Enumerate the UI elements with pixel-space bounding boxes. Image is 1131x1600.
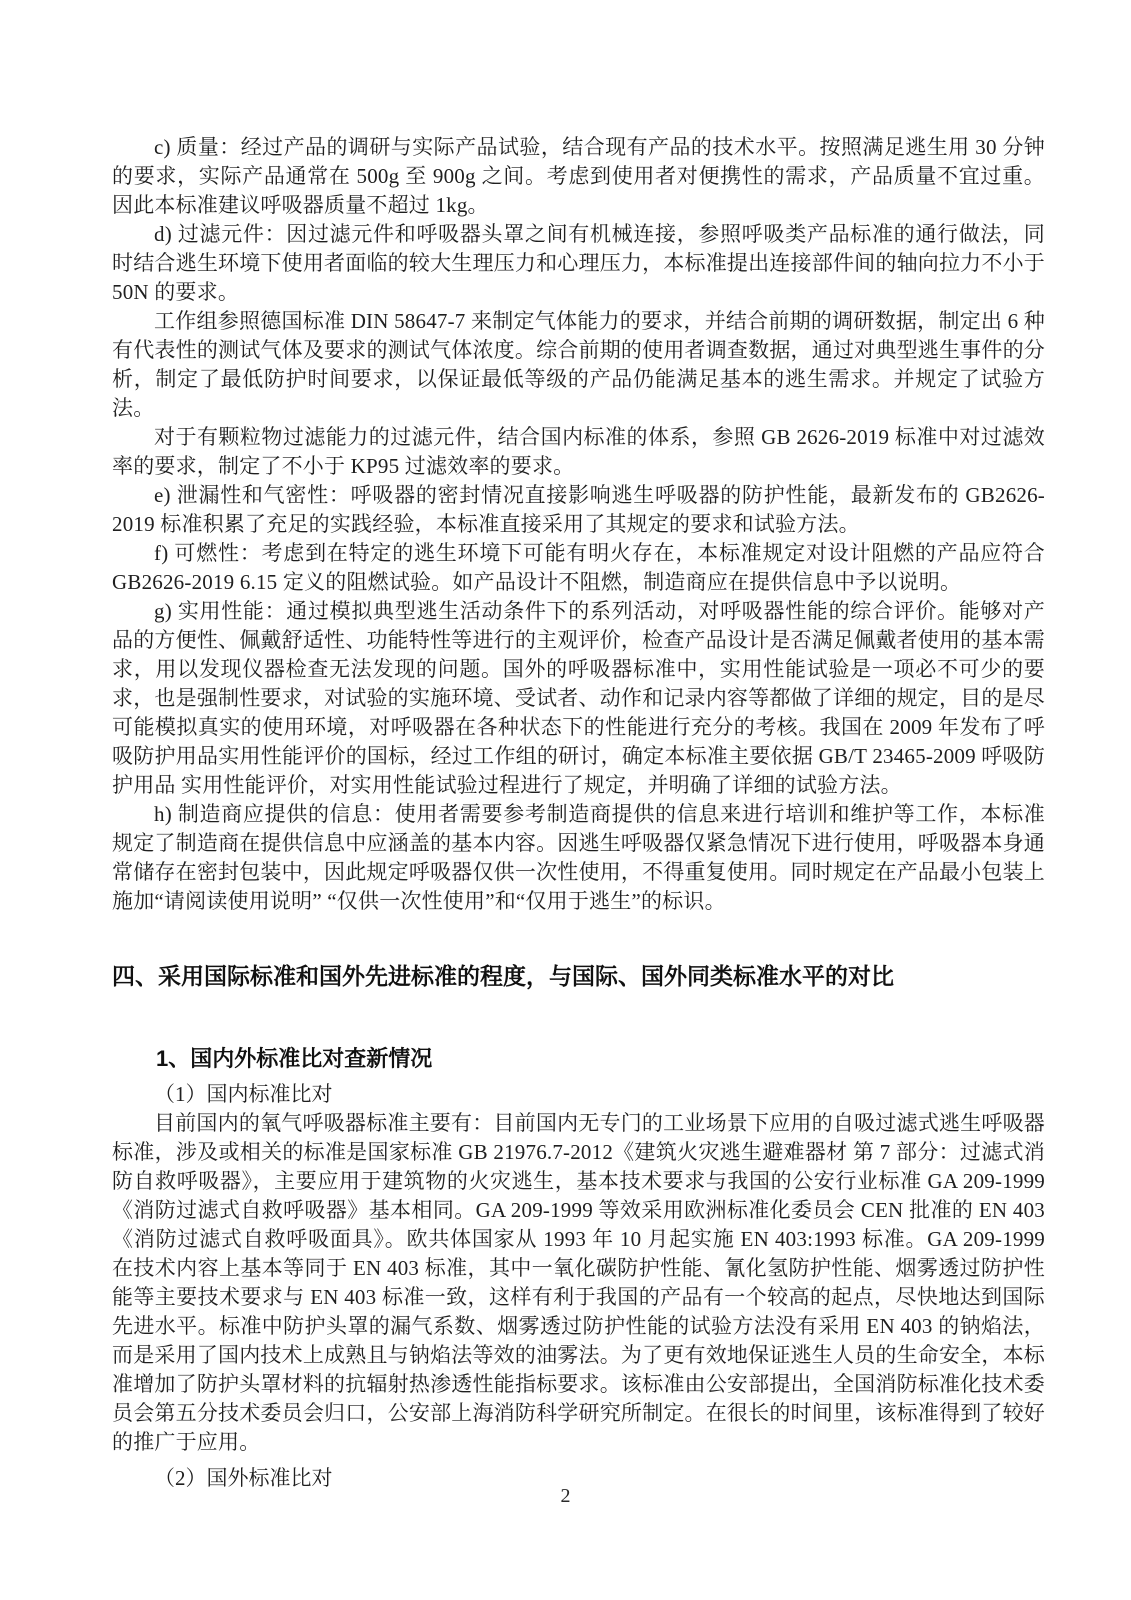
paragraph-c-quality: c) 质量：经过产品的调研与实际产品试验，结合现有产品的技术水平。按照满足逃生用 30 分钟的要求，实际产品通常在 500g 至 900g 之间。考虑到使用者对便携性的需求，产品质量不宜过重。因此本标准建议呼吸器质量不超过 1kg。 xyxy=(112,135,1045,217)
paragraph-particle-filter: 对于有颗粒物过滤能力的过滤元件，结合国内标准的体系，参照 GB 2626-2019 标准中对过滤效率的要求，制定了不小于 KP95 过滤效率的要求。 xyxy=(112,425,1045,478)
section-heading-4: 四、采用国际标准和国外先进标准的程度，与国际、国外同类标准水平的对比 xyxy=(112,963,894,989)
page-number: 2 xyxy=(560,1485,571,1507)
paragraph-domestic-standards-comparison: 目前国内的氧气呼吸器标准主要有：目前国内无专门的工业场景下应用的自吸过滤式逃生呼吸器标准，涉及或相关的标准是国家标准 GB 21976.7-2012《建筑火灾逃生避难器材 第 7 部分：过滤式消防自救呼吸器》，主要应用于建筑物的火灾逃生，基本技术要求与我国的公安行业标准 GA 209-1999《消防过滤式自救呼吸器》基本相同。GA 209-1999 等效采用欧洲标准化委员会 CEN 批准的 EN 403《消防过滤式自救呼吸面具》。欧共体国家从 1993 年 10 月起实施 EN 403:1993 标准。GA 209-1999 在技术内容上基本等同于 EN 403 标准，其中一氧化碳防护性能、氰化氢防护性能、烟雾透过防护性能等主要技术要求与 EN 403 标准一致，这样有利于我国的产品有一个较高的起点，尽快地达到国际先进水平。标准中防护头罩的漏气系数、烟雾透过防护性能的试验方法没有采用 EN 403 的钠焰法，而是采用了国内技术上成熟且与钠焰法等效的油雾法。为了更有效地保证逃生人员的生命安全，本标准增加了防护头罩材料的抗辐射热渗透性能指标要求。该标准由公安部提出，全国消防标准化技术委员会第五分技术委员会归口，公安部上海消防科学研究所制定。在很长的时间里，该标准得到了较好的推广于应用。 xyxy=(112,1111,1045,1454)
list-item-domestic-comparison: （1）国内标准比对 xyxy=(154,1082,333,1106)
paragraph-h-manufacturer-info: h) 制造商应提供的信息：使用者需要参考制造商提供的信息来进行培训和维护等工作，本标准规定了制造商在提供信息中应涵盖的基本内容。因逃生呼吸器仅紧急情况下进行使用，呼吸器本身通常储存在密封包装中，因此规定呼吸器仅供一次性使用，不得重复使用。同时规定在产品最小包装上施加“请阅读使用说明” “仅供一次性使用”和“仅用于逃生”的标识。 xyxy=(112,802,1045,913)
paragraph-f-flammability: f) 可燃性：考虑到在特定的逃生环境下可能有明火存在，本标准规定对设计阻燃的产品应符合 GB2626-2019 6.15 定义的阻燃试验。如产品设计不阻燃，制造商应在提供信息中予以说明。 xyxy=(112,541,1045,594)
paragraph-d-filter-element: d) 过滤元件：因过滤元件和呼吸器头罩之间有机械连接，参照呼吸类产品标准的通行做法，同时结合逃生环境下使用者面临的较大生理压力和心理压力，本标准提出连接部件间的轴向拉力不小于 50N 的要求。 xyxy=(112,222,1045,304)
paragraph-workgroup-gas-capacity: 工作组参照德国标准 DIN 58647-7 来制定气体能力的要求，并结合前期的调研数据，制定出 6 种有代表性的测试气体及要求的测试气体浓度。综合前期的使用者调查数据，通过对典型逃生事件的分析，制定了最低防护时间要求，以保证最低等级的产品仍能满足基本的逃生需求。并规定了试验方法。 xyxy=(112,309,1045,420)
page-body xyxy=(112,133,1045,1493)
paragraph-e-leakage-airtightness: e) 泄漏性和气密性：呼吸器的密封情况直接影响逃生呼吸器的防护性能，最新发布的 GB2626-2019 标准积累了充足的实践经验，本标准直接采用了其规定的要求和试验方法。 xyxy=(112,483,1045,536)
list-item-foreign-comparison: （2）国外标准比对 xyxy=(154,1466,333,1490)
paragraph-g-practical-performance: g) 实用性能：通过模拟典型逃生活动条件下的系列活动，对呼吸器性能的综合评价。能够对产品的方便性、佩戴舒适性、功能特性等进行的主观评价，检查产品设计是否满足佩戴者使用的基本需求，用以发现仪器检查无法发现的问题。国外的呼吸器标准中，实用性能试验是一项必不可少的要求，也是强制性要求，对试验的实施环境、受试者、动作和记录内容等都做了详细的规定，目的是尽可能模拟真实的使用环境，对呼吸器在各种状态下的性能进行充分的考核。我国在 2009 年发布了呼吸防护用品实用性能评价的国标，经过工作组的研讨，确定本标准主要依据 GB/T 23465-2009 呼吸防护用品 实用性能评价，对实用性能试验过程进行了规定，并明确了详细的试验方法。 xyxy=(112,599,1045,797)
subheading-1-standard-comparison: 1、国内外标准比对查新情况 xyxy=(156,1046,433,1071)
